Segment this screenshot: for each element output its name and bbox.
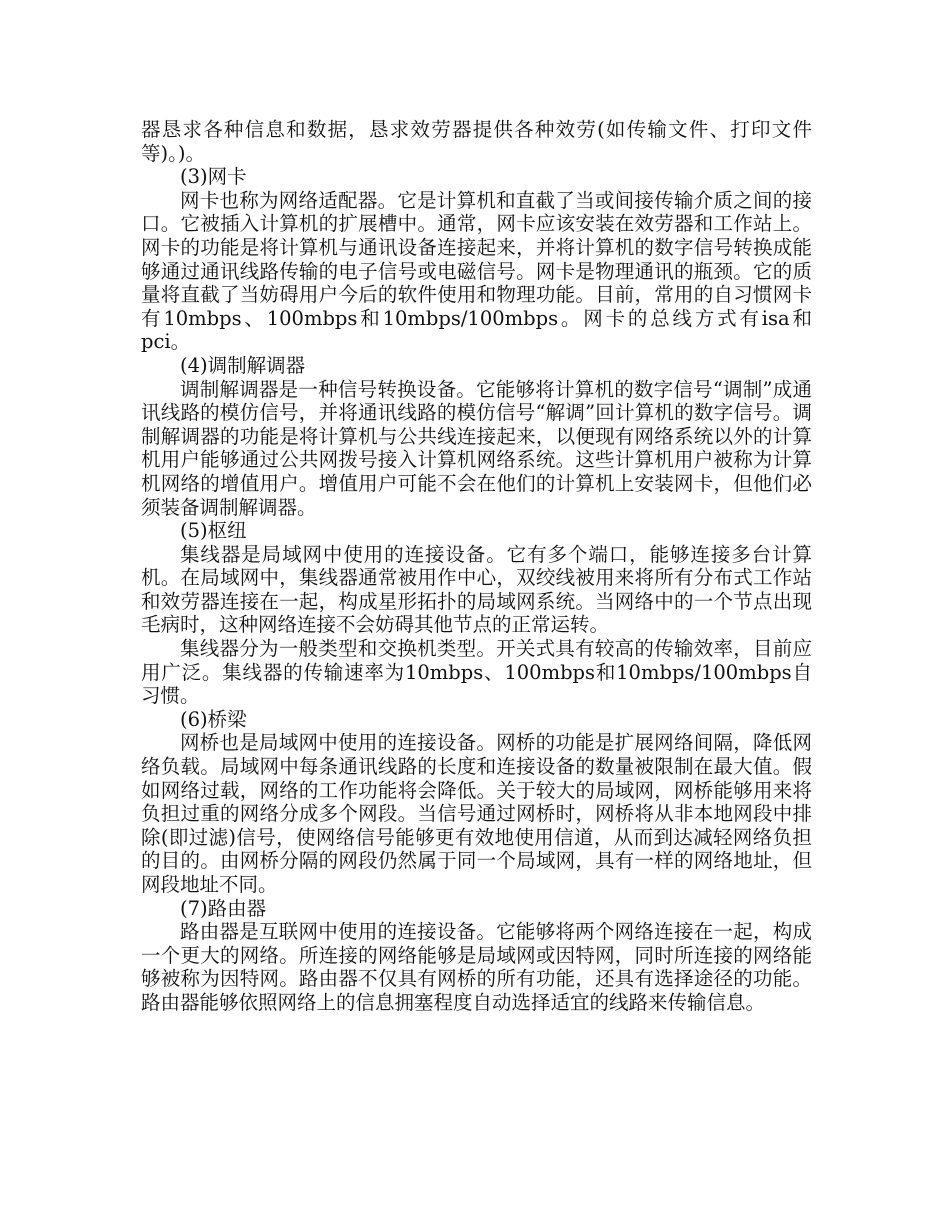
- paragraph-bridge: 网桥也是局域网中使用的连接设备。网桥的功能是扩展网络间隔，降低网络负载。局域网中每条通讯线路的长度和连接设备的数量被限制在最大值。假如网络过载，网络的工作功能将会降低。关于较大的局域网，网桥能够用来将负担过重的网络分成多个网段。当信号通过网桥时，网桥将从非本地网段中排除(即过滤)信号，使网络信号能够更有效地使用信道，从而到达减轻网络负担的目的。由网桥分隔的网段仍然属于同一个局域网，具有一样的网络地址，但网段地址不同。: [141, 731, 812, 896]
- paragraph-modem: 调制解调器是一种信号转换设备。它能够将计算机的数字信号“调制”成通讯线路的模仿信号，并将通讯线路的模仿信号“解调”回计算机的数字信号。调制解调器的功能是将计算机与公共线连接起来，以便现有网络系统以外的计算机用户能够通过公共网拨号接入计算机网络系统。这些计算机用户被称为计算机网络的增值用户。增值用户可能不会在他们的计算机上安装网卡，但他们必须装备调制解调器。: [141, 377, 812, 519]
- heading-bridge: (6)桥梁: [180, 707, 247, 731]
- paragraph-hub: 集线器是局域网中使用的连接设备。它有多个端口，能够连接多台计算机。在局域网中，集线器通常被用作中心，双绞线被用来将所有分布式工作站和效劳器连接在一起，构成星形拓扑的局域网系统。当网络中的一个节点出现毛病时，这种网络连接不会妨碍其他节点的正常运转。: [141, 542, 812, 637]
- paragraph-router: 路由器是互联网中使用的连接设备。它能够将两个网络连接在一起，构成一个更大的网络。所连接的网络能够是局域网或因特网，同时所连接的网络能够被称为因特网。路由器不仅具有网桥的所有功能，还具有选择途径的功能。路由器能够依照网络上的信息拥塞程度自动选择适宜的线路来传输信息。: [141, 920, 812, 1014]
- paragraph-network-card: 网卡也称为网络适配器。它是计算机和直截了当或间接传输介质之间的接口。它被插入计算机的扩展槽中。通常，网卡应该安装在效劳器和工作站上。网卡的功能是将计算机与通讯设备连接起来，并将计算机的数字信号转换成能够通过通讯线路传输的电子信号或电磁信号。网卡是物理通讯的瓶颈。它的质量将直截了当妨碍用户今后的软件使用和物理功能。目前，常用的自习惯网卡有10mbps、100mbps和10mbps/100mbps。网卡的总线方式有isa和pci。: [141, 188, 812, 354]
- document-body: [141, 118, 812, 1015]
- heading-router: (7)路由器: [180, 896, 267, 920]
- heading-modem: (4)调制解调器: [180, 353, 306, 377]
- heading-hub: (5)枢纽: [180, 519, 247, 543]
- paragraph-continuation: 器恳求各种信息和数据，恳求效劳器提供各种效劳(如传输文件、打印文件等)。)。: [141, 118, 812, 165]
- heading-network-card: (3)网卡: [180, 165, 247, 189]
- paragraph-hub-types: 集线器分为一般类型和交换机类型。开关式具有较高的传输效率，目前应用广泛。集线器的传输速率为10mbps、100mbps和10mbps/100mbps自习惯。: [141, 637, 812, 708]
